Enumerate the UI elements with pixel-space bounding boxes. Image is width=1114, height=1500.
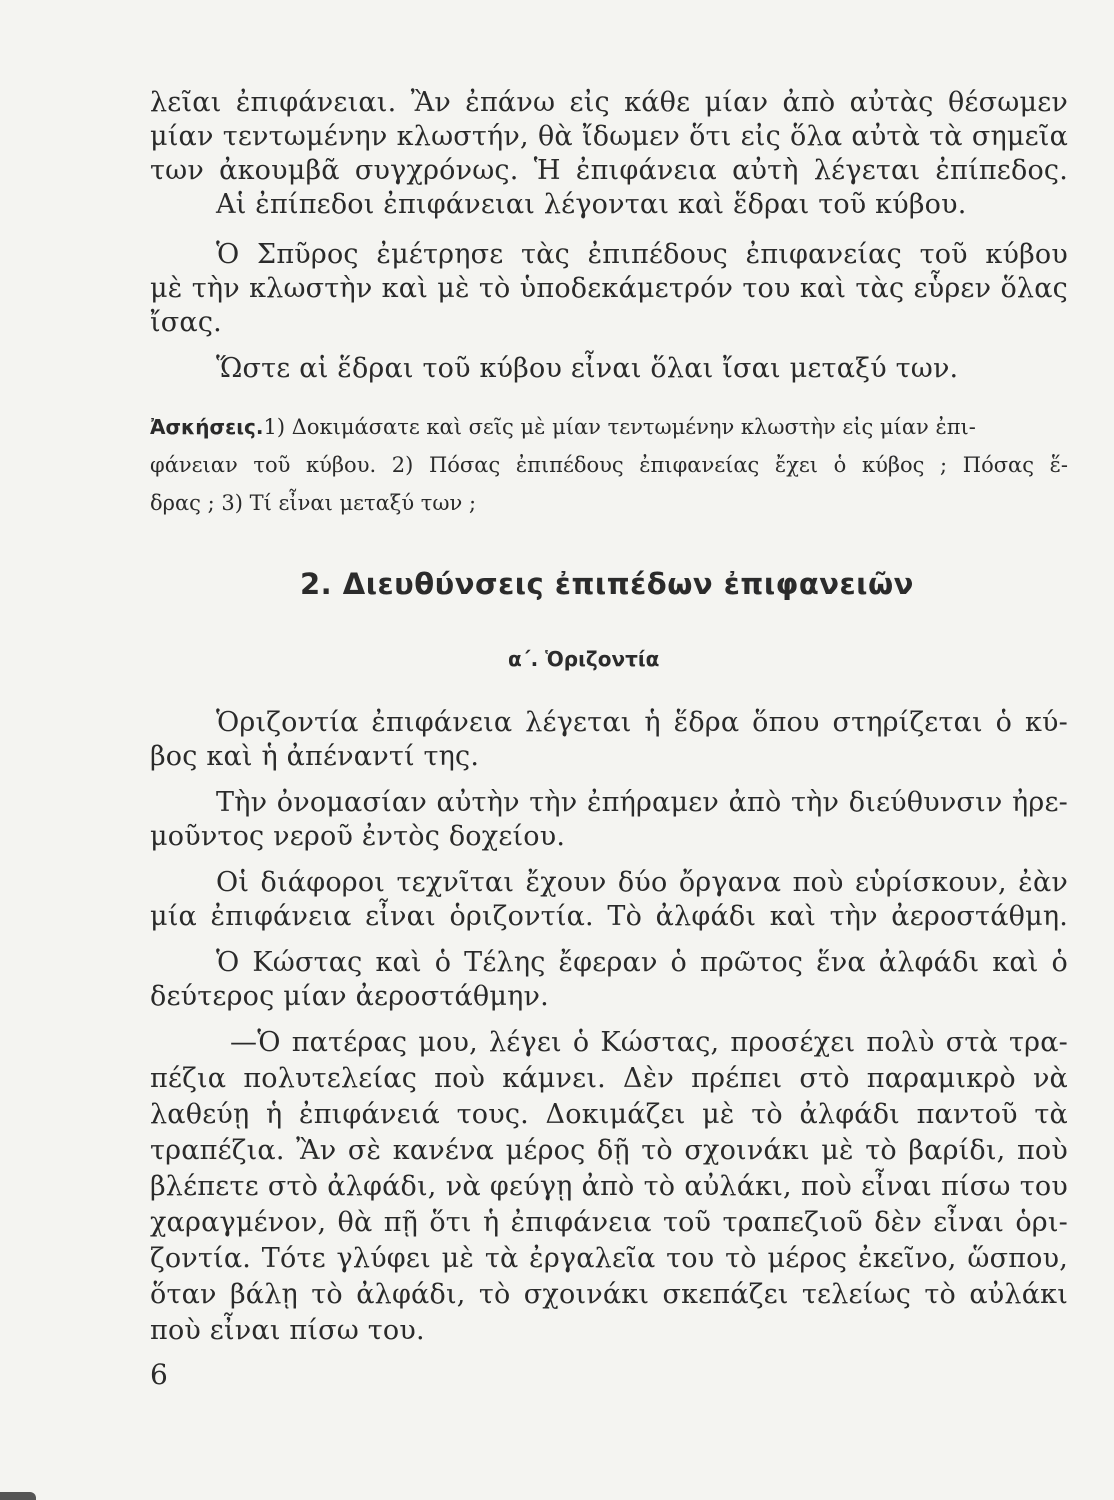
text-line: χαραγμένον, θὰ πῇ ὅτι ἡ ἐπιφάνεια τοῦ τραπεζιοῦ δὲν εἶναι ὁρι- (150, 1207, 1068, 1238)
text-line: λαθεύῃ ἡ ἐπιφάνειά τους. Δοκιμάζει μὲ τὸ ἀλφάδι παντοῦ τὰ (150, 1099, 1068, 1130)
text-line: λεῖαι ἐπιφάνειαι. Ἂν ἐπάνω εἰς κάθε μίαν ἀπὸ αὐτὰς θέσωμεν (150, 87, 1068, 118)
text-line: των ἀκουμβᾶ συγχρόνως. Ἡ ἐπιφάνεια αὐτὴ λέγεται ἐπίπεδος. (150, 155, 1068, 186)
text-line: τραπέζια. Ἂν σὲ κανένα μέρος δῇ τὸ σχοινάκι μὲ τὸ βαρίδι, ποὺ (150, 1135, 1068, 1166)
text-line: Ὁ Σπῦρος ἐμέτρησε τὰς ἐπιπέδους ἐπιφανείας τοῦ κύβου (216, 239, 1068, 270)
text-line: μία ἐπιφάνεια εἶναι ὁριζοντία. Τὸ ἀλφάδι καὶ τὴν ἀεροστάθμη. (150, 901, 1068, 932)
text-line: ποὺ εἶναι πίσω του. (150, 1315, 425, 1346)
text-line: βλέπετε στὸ ἀλφάδι, νὰ φεύγῃ ἀπὸ τὸ αὐλάκι, ποὺ εἶναι πίσω του (150, 1171, 1068, 1202)
text-line: μοῦντος νεροῦ ἐντὸς δοχείου. (150, 821, 566, 852)
text-line: Οἱ διάφοροι τεχνῖται ἔχουν δύο ὄργανα ποὺ εὑρίσκουν, ἐὰν (216, 867, 1068, 898)
text-line: πέζια πολυτελείας ποὺ κάμνει. Δὲν πρέπει στὸ παραμικρὸ νὰ (150, 1063, 1068, 1094)
text-line: Ὁ Κώστας καὶ ὁ Τέλης ἔφεραν ὁ πρῶτος ἕνα ἀλφάδι καὶ ὁ (216, 947, 1068, 978)
text-line: δεύτερος μίαν ἀεροστάθμην. (150, 981, 549, 1012)
subsection-title: α΄. Ὁριζοντία (508, 647, 660, 671)
page-number: 6 (150, 1358, 168, 1391)
exercises-line: φάνειαν τοῦ κύβου. 2) Πόσας ἐπιπέδους ἐπιφανείας ἔχει ὁ κύβος ; Πόσας ἕ- (150, 453, 1068, 477)
section-title: 2. Διευθύνσεις ἐπιπέδων ἐπιφανειῶν (300, 567, 914, 601)
text-line: ζοντία. Τότε γλύφει μὲ τὰ ἐργαλεῖα του τὸ μέρος ἐκεῖνο, ὥσπου, (150, 1243, 1068, 1274)
exercises-heading: Ἀσκήσεις. (150, 415, 264, 439)
text-line: Τὴν ὀνομασίαν αὐτὴν τὴν ἐπήραμεν ἀπὸ τὴν διεύθυνσιν ἠρε- (216, 787, 1068, 818)
text-line: ὅταν βάλῃ τὸ ἀλφάδι, τὸ σχοινάκι σκεπάζει τελείως τὸ αὐλάκι (150, 1279, 1068, 1310)
text-line: μίαν τεντωμένην κλωστήν, θὰ ἴδωμεν ὅτι εἰς ὅλα αὐτὰ τὰ σημεῖα (150, 121, 1068, 152)
scan-edge-mark (0, 1492, 36, 1500)
text-line: —Ὁ πατέρας μου, λέγει ὁ Κώστας, προσέχει πολὺ στὰ τρα- (230, 1027, 1068, 1058)
text-line: Αἱ ἐπίπεδοι ἐπιφάνειαι λέγονται καὶ ἕδραι τοῦ κύβου. (216, 189, 967, 220)
text-line: βος καὶ ἡ ἀπέναντί της. (150, 741, 480, 772)
exercises-line: δρας ; 3) Τί εἶναι μεταξύ των ; (150, 491, 477, 515)
text-line: Ὁριζοντία ἐπιφάνεια λέγεται ἡ ἕδρα ὅπου στηρίζεται ὁ κύ- (216, 707, 1068, 738)
text-line: ἴσας. (150, 307, 222, 338)
text-line: Ὥστε αἱ ἕδραι τοῦ κύβου εἶναι ὅλαι ἴσαι μεταξύ των. (216, 353, 959, 384)
exercises-line (150, 412, 1068, 442)
text-line: μὲ τὴν κλωστὴν καὶ μὲ τὸ ὑποδεκάμετρόν του καὶ τὰς εὗρεν ὅλας (150, 273, 1068, 304)
exercises-text: 1) Δοκιμάσατε καὶ σεῖς μὲ μίαν τεντωμένην κλωστὴν εἰς μίαν ἐπι- (263, 415, 976, 439)
